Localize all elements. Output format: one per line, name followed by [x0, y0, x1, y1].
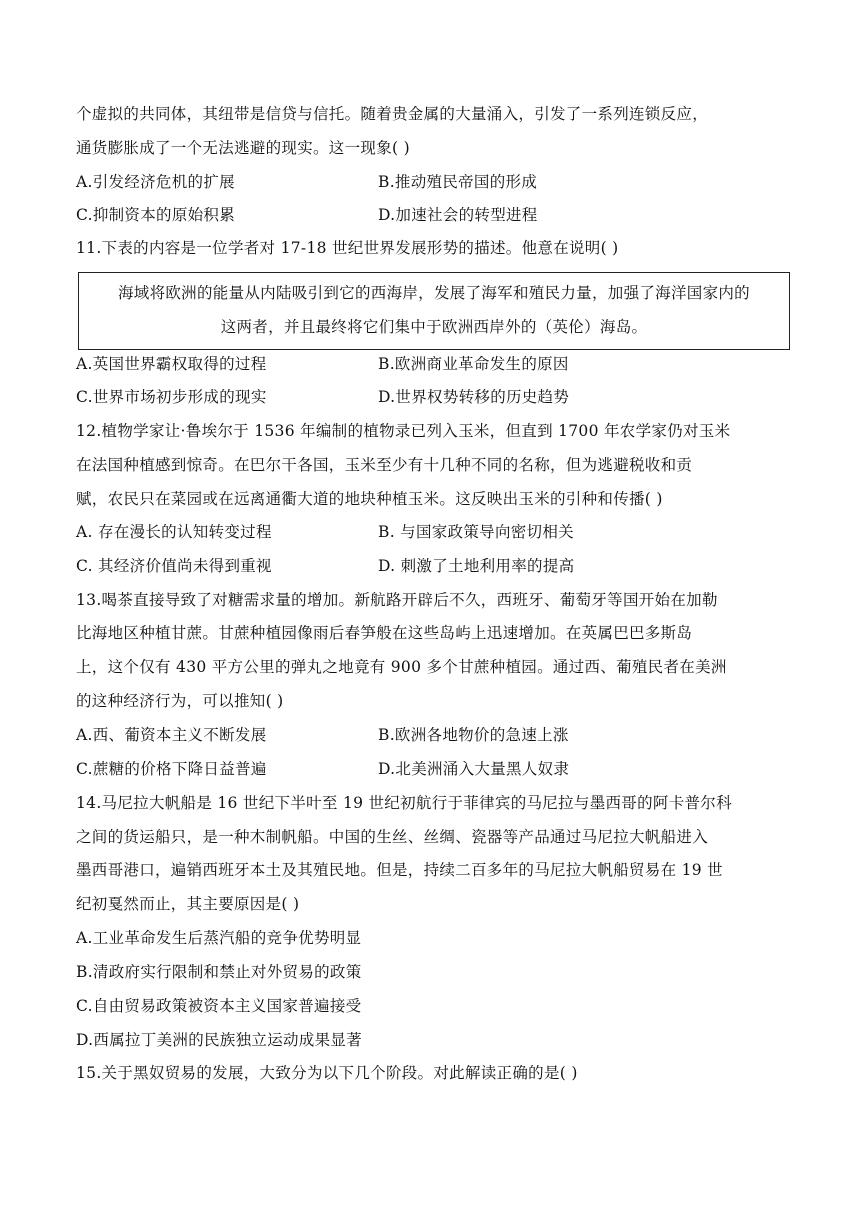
q13-option-d: D.北美洲涌入大量黑人奴隶 [378, 760, 570, 778]
q10-stem-line-2: 通货膨胀成了一个无法逃避的现实。这一现象( ) [76, 139, 410, 157]
q10-option-b: B.推动殖民帝国的形成 [378, 173, 538, 191]
q12-option-c: C. 其经济价值尚未得到重视 [76, 557, 272, 575]
q12-option-d: D. 刺激了土地利用率的提高 [378, 557, 575, 575]
q12-option-b: B. 与国家政策导向密切相关 [378, 523, 574, 541]
q10-option-d: D.加速社会的转型进程 [378, 206, 538, 224]
q13-stem-line-2: 比海地区种植甘蔗。甘蔗种植园像雨后春笋般在这些岛屿上迅速增加。在英属巴巴多斯岛 [76, 624, 693, 642]
q14-stem-line-3: 墨西哥港口，遍销西班牙本土及其殖民地。但是，持续二百多年的马尼拉大帆船贸易在 19 世 [76, 861, 723, 879]
q12-option-a: A. 存在漫长的认知转变过程 [76, 523, 272, 541]
q13-stem-line-4: 的这种经济行为，可以推知( ) [76, 692, 284, 710]
q14-option-b: B.清政府实行限制和禁止对外贸易的政策 [76, 963, 362, 981]
q10-stem-line-1: 个虚拟的共同体，其纽带是信贷与信托。随着贵金属的大量涌入，引发了一系列连锁反应， [76, 105, 709, 123]
q13-stem-line-3: 上，这个仅有 430 平方公里的弹丸之地竟有 900 多个甘蔗种植园。通过西、葡殖民者在美洲 [76, 658, 727, 676]
q11-quote-line-2: 这两者，并且最终将它们集中于欧洲西岸外的（英伦）海岛。 [220, 318, 648, 336]
q11-option-c: C.世界市场初步形成的现实 [76, 388, 267, 406]
q10-option-c: C.抑制资本的原始积累 [76, 206, 236, 224]
q14-option-d: D.西属拉丁美洲的民族独立运动成果显著 [76, 1031, 363, 1049]
q11-option-b: B.欧洲商业革命发生的原因 [378, 355, 569, 373]
q11-quote-box [78, 272, 790, 350]
q13-option-c: C.蔗糖的价格下降日益普遍 [76, 760, 267, 778]
q11-quote-line-1: 海域将欧洲的能量从内陆吸引到它的西海岸，发展了海军和殖民力量，加强了海洋国家内的 [117, 284, 750, 302]
q11-stem: 11.下表的内容是一位学者对 17-18 世纪世界发展形势的描述。他意在说明( ) [76, 239, 619, 257]
q12-stem-line-1: 12.植物学家让·鲁埃尔于 1536 年编制的植物录已列入玉米，但直到 1700 年农学家仍对玉米 [76, 422, 731, 440]
q14-stem-line-4: 纪初戛然而止，其主要原因是( ) [76, 895, 300, 913]
q10-option-a: A.引发经济危机的扩展 [76, 173, 235, 191]
q11-option-d: D.世界权势转移的历史趋势 [378, 388, 570, 406]
q13-option-b: B.欧洲各地物价的急速上涨 [378, 726, 569, 744]
q15-stem: 15.关于黑奴贸易的发展，大致分为以下几个阶段。对此解读正确的是( ) [76, 1064, 578, 1082]
q14-stem-line-1: 14.马尼拉大帆船是 16 世纪下半叶至 19 世纪初航行于菲律宾的马尼拉与墨西哥的阿卡普尔科 [76, 794, 732, 812]
q13-option-a: A.西、葡资本主义不断发展 [76, 726, 267, 744]
q11-option-a: A.英国世界霸权取得的过程 [76, 355, 267, 373]
q14-stem-line-2: 之间的货运船只，是一种木制帆船。中国的生丝、丝绸、瓷器等产品通过马尼拉大帆船进入 [76, 828, 709, 846]
q12-stem-line-2: 在法国种植感到惊奇。在巴尔干各国，玉米至少有十几种不同的名称，但为逃避税收和贡 [76, 456, 693, 474]
q14-option-a: A.工业革命发生后蒸汽船的竞争优势明显 [76, 929, 362, 947]
q14-option-c: C.自由贸易政策被资本主义国家普遍接受 [76, 997, 362, 1015]
q12-stem-line-3: 赋，农民只在菜园或在远离通衢大道的地块种植玉米。这反映出玉米的引种和传播( ) [76, 490, 663, 508]
q13-stem-line-1: 13.喝茶直接导致了对糖需求量的增加。新航路开辟后不久，西班牙、葡萄牙等国开始在加勒 [76, 591, 718, 609]
